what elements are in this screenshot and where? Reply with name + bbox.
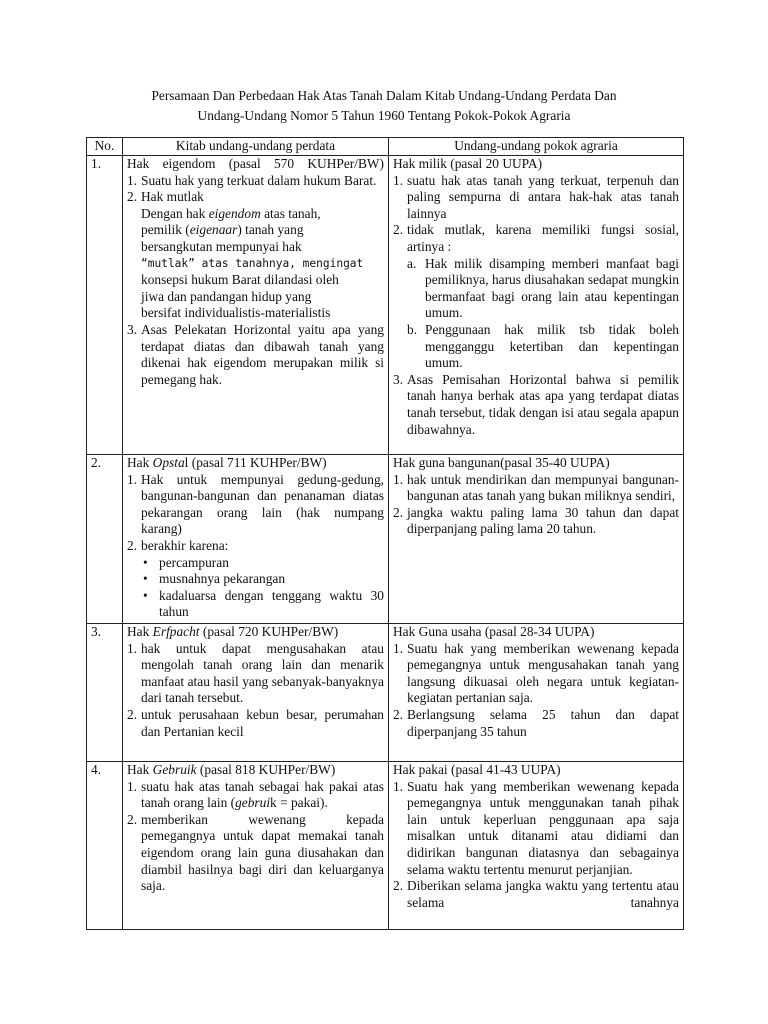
list-item: 1. Suatu hak yang terkuat dalam hukum Barat. xyxy=(127,172,377,188)
table-header-row xyxy=(87,138,684,156)
list-item: 1. suatu hak atas tanah yang terkuat, terpenuh dan paling sempurna di antara hak-hak atas tanah lainnya xyxy=(393,172,679,221)
header-uupa: Undang-undang pokok agraria xyxy=(389,138,684,156)
table-row xyxy=(87,455,684,624)
table-row xyxy=(87,762,684,930)
list-item: 2. untuk perusahaan kebun besar, perumahan dan Pertanian kecil xyxy=(127,706,384,739)
list-item: 1. suatu hak atas tanah sebagai hak pakai atas tanah orang lain (gebruik = pakai). xyxy=(127,778,384,811)
title-line-1: Persamaan Dan Perbedaan Hak Atas Tanah Dalam Kitab Undang-Undang Perdata Dan xyxy=(151,88,617,103)
document-title xyxy=(86,86,682,126)
list-item: 3. Asas Pemisahan Horizontal bahwa si pemilik tanah hanya berhak atas apa yang terdapat diatas tanah tersebut, tidak dengan isi atau segala apapun dibawahnya. xyxy=(393,371,679,437)
bullet-item: • musnahnya pekarangan xyxy=(143,571,286,587)
list-item: 2. Berlangsung selama 25 tahun dan dapat diperpanjang 35 tahun xyxy=(393,706,679,739)
row-heading: Hak Guna usaha (pasal 28-34 UUPA) xyxy=(393,624,595,639)
list-item: 3. Asas Pelekatan Horizontal yaitu apa yang terdapat diatas dan dibawah tanah yang dikenai hak eigendom merupakan milik si pemegang hak. xyxy=(127,321,384,387)
comparison-table xyxy=(86,137,684,930)
list-item: 2. Diberikan selama jangka waktu yang tertentu atau selama tanahnya xyxy=(393,878,679,910)
row-number: 3. xyxy=(87,624,123,762)
header-no: No. xyxy=(87,138,123,156)
list-item: 2. jangka waktu paling lama 30 tahun dan dapat diperpanjang paling lama 20 tahun. xyxy=(393,504,679,537)
kuhper-cell xyxy=(123,455,389,624)
row-heading: Hak milik (pasal 20 UUPA) xyxy=(393,156,543,171)
list-item: 2. tidak mutlak, karena memiliki fungsi sosial, artinya : xyxy=(393,222,679,254)
list-item: 1. hak untuk dapat mengusahakan atau mengolah tanah orang lain dan menarik manfaat atau hasil yang sebanyak-banyaknya dari tanah tersebut. xyxy=(127,640,384,706)
sub-list-item: b. Penggunaan hak milik tsb tidak boleh mengganggu ketertiban dan kepentingan umum. xyxy=(407,321,679,371)
sub-list-item: a. Hak milik disamping memberi manfaat bagi pemiliknya, harus diusahakan sedapat mungkin bermanfaat bagi orang lain atau kepentingan umum. xyxy=(407,255,679,321)
row-heading: Hak guna bangunan(pasal 35-40 UUPA) xyxy=(393,455,610,470)
kuhper-cell xyxy=(123,156,389,455)
list-item: 2. Hak mutlak Dengan hak eigendom atas tanah, pemilik (eigenaar) tanah yang bersangkutan mempunyai hak “mutlak” atas tanahnya, mengingat konsepsi hukum Barat dilandasi oleh jiwa dan pandangan hidup yang bersifat individualistis-materialistis xyxy=(127,189,364,321)
row-heading: Hak Erfpacht (pasal 720 KUHPer/BW) xyxy=(127,624,339,639)
row-heading: Hak Gebruik (pasal 818 KUHPer/BW) xyxy=(127,762,336,777)
list-item: 1. hak untuk mendirikan dan mempunyai bangunan-bangunan atas tanah yang bukan miliknya sendiri, xyxy=(393,471,679,504)
row-heading: Hak Opstal (pasal 711 KUHPer/BW) xyxy=(127,455,327,470)
bullet-item: • kadaluarsa dengan tenggang waktu 30 tahun xyxy=(143,587,384,620)
header-kuhper: Kitab undang-undang perdata xyxy=(123,138,389,156)
list-item: 1. Suatu hak yang memberikan wewenang kepada pemegangnya untuk menggunakan tanah pihak lain untuk keperluan penggunaan apa saja misalkan untuk ditanami atau didiami dan didirikan bangunan diatasnya dan sebagainya selama waktu tertentu menurut perjanjian. xyxy=(393,778,679,877)
uupa-cell xyxy=(389,156,684,455)
list-item: 2. berakhir karena: xyxy=(127,537,229,553)
table-row xyxy=(87,156,684,455)
uupa-cell xyxy=(389,455,684,624)
list-item: 1. Hak untuk mempunyai gedung-gedung, bangunan-bangunan dan penanaman diatas pekarangan orang lain (hak numpang karang) xyxy=(127,471,384,537)
kuhper-cell xyxy=(123,624,389,762)
title-line-2: Undang-Undang Nomor 5 Tahun 1960 Tentang Pokok-Pokok Agraria xyxy=(197,108,571,123)
row-number: 4. xyxy=(87,762,123,930)
list-item: 2. memberikan wewenang kepada pemegangnya untuk dapat memakai tanah eigendom orang lain guna diusahakan dan diambil hasilnya bagi diri dan keluarganya saja. xyxy=(127,811,384,894)
list-item: 1. Suatu hak yang memberikan wewenang kepada pemegangnya untuk mengusahakan tanah yang langsung dikuasai oleh negara untuk kegiatan-kegiatan pertanian saja. xyxy=(393,640,679,706)
row-number: 1. xyxy=(87,156,123,455)
bullet-item: • percampuran xyxy=(143,554,229,570)
row-heading: Hak pakai (pasal 41-43 UUPA) xyxy=(393,762,561,777)
table-row xyxy=(87,624,684,762)
row-number: 2. xyxy=(87,455,123,624)
kuhper-cell xyxy=(123,762,389,930)
uupa-cell xyxy=(389,762,684,930)
row-heading: Hak eigendom (pasal 570 KUHPer/BW) xyxy=(127,156,384,171)
uupa-cell xyxy=(389,624,684,762)
